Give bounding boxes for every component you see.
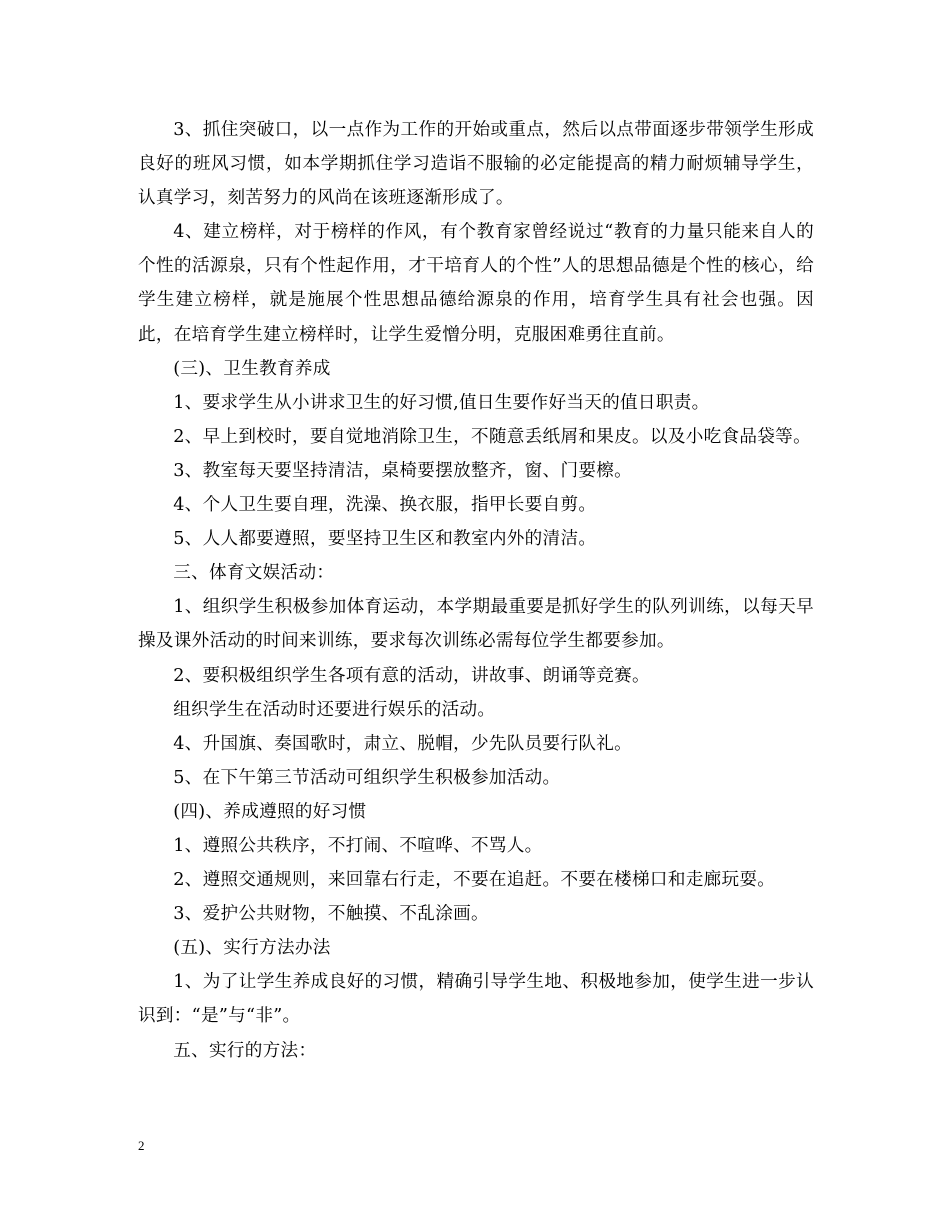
paragraph: 4、升国旗、奏国歌时，肃立、脱帽，少先队员要行队礼。 [173, 733, 633, 754]
paragraph: 3、爱护公共财物，不触摸、不乱涂画。 [173, 904, 489, 925]
paragraph: 4、建立榜样，对于榜样的作风，有个教育家曾经说过“教育的力量只能来自人的个性的活源泉，只有个性起作用，才干培育人的个性”人的思想品德是个性的核心，给学生建立榜样，就是施展个性思想品德给源泉的作用，培育学生具有社会也强。因此，在培育学生建立榜样时，让学生爱憎分明，克服困难勇往直前。 [138, 222, 814, 345]
section-heading: 五、实行的方法： [173, 1040, 317, 1061]
paragraph: 组织学生在活动时还要进行娱乐的活动。 [173, 699, 496, 720]
paragraph: 1、为了让学生养成良好的习惯，精确引导学生地、积极地参加，使学生进一步认识到：“是”与“非”。 [138, 972, 814, 1027]
paragraph: 5、在下午第三节活动可组织学生积极参加活动。 [173, 767, 561, 788]
paragraph: 1、要求学生从小讲求卫生的好习惯,值日生要作好当天的值日职责。 [173, 392, 710, 413]
paragraph: 4、个人卫生要自理，洗澡、换衣服，指甲长要自剪。 [173, 495, 597, 516]
paragraph: 1、遵照公共秩序，不打闹、不喧哗、不骂人。 [173, 835, 543, 856]
page-number: 2 [138, 1138, 145, 1153]
section-heading: 三、体育文娱活动： [173, 563, 335, 584]
section-heading: (五)、实行方法办法 [173, 938, 331, 959]
paragraph: 2、遵照交通规则，来回靠右行走，不要在追赶。不要在楼梯口和走廊玩耍。 [173, 870, 776, 891]
paragraph: 5、人人都要遵照，要坚持卫生区和教室内外的清洁。 [173, 529, 597, 550]
paragraph: 3、抓住突破口，以一点作为工作的开始或重点，然后以点带面逐步带领学生形成良好的班风习惯，如本学期抓住学习造诣不服输的必定能提高的精力耐烦辅导学生，认真学习，刻苦努力的风尚在该班逐渐形成了。 [138, 120, 814, 209]
paragraph: 1、组织学生积极参加体育运动，本学期最重要是抓好学生的队列训练，以每天早操及课外活动的时间来训练，要求每次训练必需每位学生都要参加。 [138, 597, 814, 652]
paragraph: 2、早上到校时，要自觉地消除卫生，不随意丢纸屑和果皮。以及小吃食品袋等。 [173, 426, 811, 447]
section-heading: (四)、养成遵照的好习惯 [173, 801, 367, 822]
paragraph: 2、要积极组织学生各项有意的活动，讲故事、朗诵等竞赛。 [173, 665, 650, 686]
paragraph: 3、教室每天要坚持清洁，桌椅要摆放整齐，窗、门要檫。 [173, 460, 633, 481]
document-body [138, 113, 814, 1068]
section-heading: (三)、卫生教育养成 [173, 358, 331, 379]
